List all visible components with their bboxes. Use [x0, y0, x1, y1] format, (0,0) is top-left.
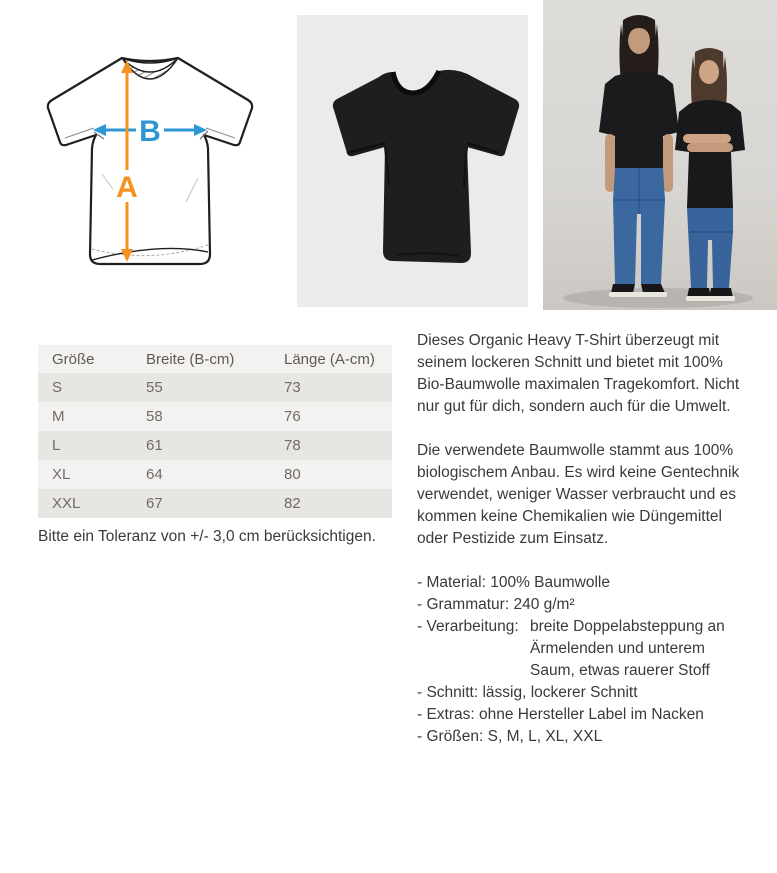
size-cell: S	[52, 379, 63, 396]
spec-schnitt: - Schnitt: lässig, lockerer Schnitt	[417, 684, 638, 701]
black-tshirt-illustration	[297, 15, 528, 307]
col-header-laenge: Länge (A-cm)	[283, 345, 392, 373]
spec-verarbeitung-value: breite Doppelabsteppung an Ärmelenden und unterem Saum, etwas rauerer Stoff	[530, 618, 725, 679]
size-cell: M	[52, 408, 65, 425]
product-photo	[297, 15, 528, 307]
spec-verarbeitung-label: - Verarbeitung:	[417, 618, 519, 635]
spec-material: - Material: 100% Baumwolle	[417, 574, 610, 591]
label-a: A	[116, 171, 138, 204]
female-model	[675, 48, 745, 301]
tshirt-outline-drawing	[30, 28, 275, 292]
black-tshirt-shape	[333, 70, 519, 263]
tshirt-body-outline	[48, 58, 252, 264]
spec-grammatur: - Grammatur: 240 g/m²	[417, 596, 575, 613]
col-header-groesse: Größe	[38, 345, 145, 373]
spec-list	[417, 572, 753, 748]
laenge-cell: 80	[284, 466, 301, 483]
table-row	[38, 402, 392, 431]
tolerance-note: Bitte ein Toleranz von +/- 3,0 cm berücksichtigen.	[38, 528, 376, 545]
description-paragraph-1: Dieses Organic Heavy T-Shirt überzeugt mit seinem lockeren Schnitt und bietet mit 100% Bio-Baumwolle maximalen Tragekomfort. Nicht nur gut für dich, sondern auch für die Umwelt.	[417, 332, 740, 415]
spec-groessen: - Größen: S, M, L, XL, XXL	[417, 728, 603, 745]
size-cell: L	[52, 437, 61, 454]
breite-cell: 58	[146, 408, 163, 425]
laenge-cell: 82	[284, 495, 301, 512]
table-row	[38, 460, 392, 489]
spec-extras: - Extras: ohne Hersteller Label im Nacken	[417, 706, 704, 723]
size-cell: XXL	[52, 495, 81, 512]
male-model	[599, 15, 679, 297]
table-row	[38, 373, 392, 402]
laenge-cell: 73	[284, 379, 301, 396]
label-b: B	[139, 115, 161, 148]
size-diagram-image	[30, 28, 275, 292]
models-illustration	[543, 0, 777, 310]
table-row	[38, 431, 392, 460]
breite-cell: 64	[146, 466, 163, 483]
size-cell: XL	[52, 466, 71, 483]
size-table-header-row	[38, 345, 392, 373]
breite-cell: 61	[146, 437, 163, 454]
laenge-cell: 76	[284, 408, 301, 425]
laenge-cell: 78	[284, 437, 301, 454]
breite-cell: 55	[146, 379, 163, 396]
size-table	[38, 345, 392, 518]
models-photo	[543, 0, 777, 310]
breite-cell: 67	[146, 495, 163, 512]
description-paragraph-2: Die verwendete Baumwolle stammt aus 100% biologischem Anbau. Es wird keine Gentechnik verwendet, weniger Wasser verbraucht und es kommen keine Chemikalien wie Düngemittel oder Pestizide zum Einsatz.	[417, 442, 740, 547]
table-row	[38, 489, 392, 518]
spec-verarbeitung	[417, 616, 753, 682]
product-description	[417, 330, 753, 748]
col-header-breite: Breite (B-cm)	[145, 345, 283, 373]
